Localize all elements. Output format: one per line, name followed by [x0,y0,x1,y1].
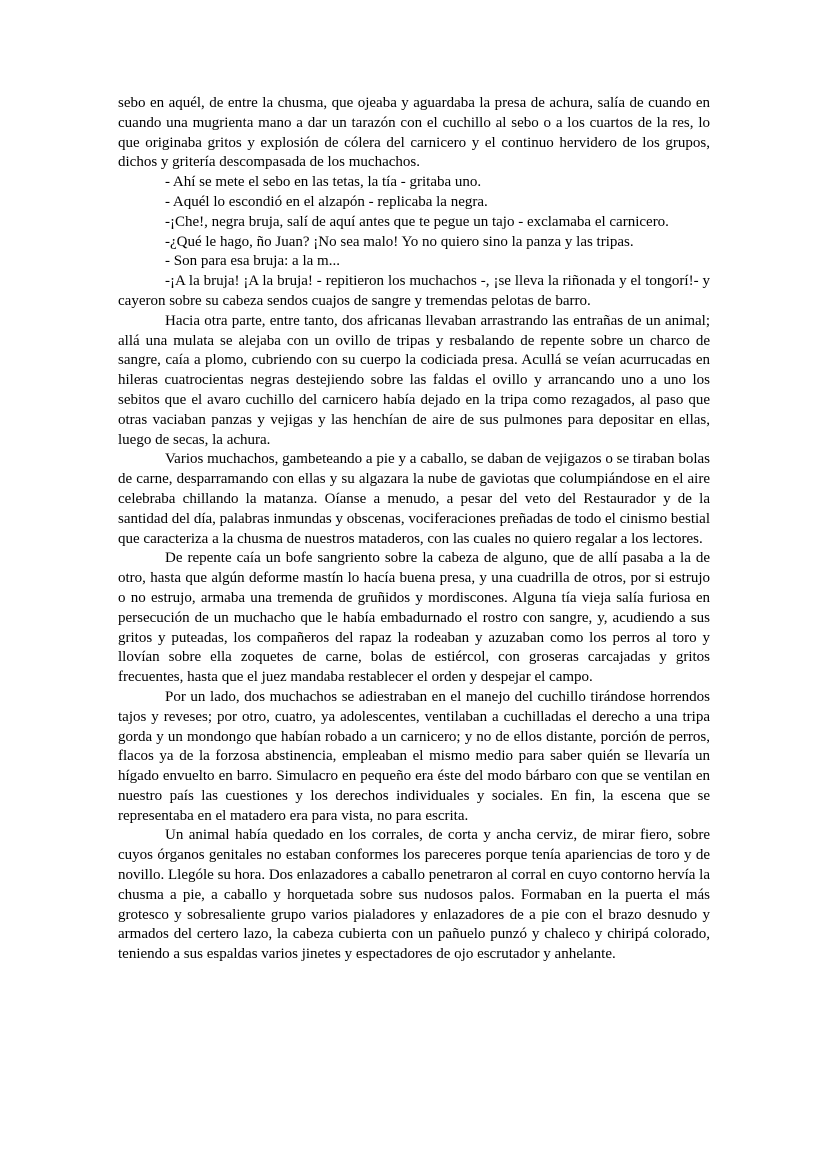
paragraph: Varios muchachos, gambeteando a pie y a caballo, se daban de vejigazos o se tiraban bolas de carne, desparramando con ellas y su algazara la nube de gaviotas que columpiándose en el aire celebraba chillando la matanza. Oíanse a menudo, a pesar del veto del Restaurador y de la santidad del día, palabras inmundas y obscenas, vociferaciones preñadas de todo el cinismo bestial que caracteriza a la chusma de nuestros mataderos, con las cuales no quiero regalar a los lectores. [118,451,710,547]
paragraph: De repente caía un bofe sangriento sobre la cabeza de alguno, que de allí pasaba a la de otro, hasta que algún deforme mastín lo hacía buena presa, y una cuadrilla de otros, por si estrujo o no estrujo, armaba una tremenda de gruñidos y mordiscones. Alguna tía vieja salía furiosa en persecución de un muchacho que le había embadurnado el rostro con sangre, y, acudiendo a sus gritos y puteadas, los compañeros del rapaz la rodeaban y azuzaban como los perros al toro y llovían sobre ella zoquetes de carne, bolas de estiércol, con groseras carcajadas y gritos frecuentes, hasta que el juez mandaba restablecer el orden y despejar el campo. [118,550,710,686]
dialogue-line: -¡A la bruja! ¡A la bruja! - repitieron los muchachos -, ¡se lleva la riñonada y el tongorí!- y cayeron sobre su cabeza sendos cuajos de sangre y tremendas pelotas de barro. [118,273,710,309]
dialogue-line: -¿Qué le hago, ño Juan? ¡No sea malo! Yo no quiero sino la panza y las tripas. [165,233,634,250]
paragraph: Un animal había quedado en los corrales, de corta y ancha cerviz, de mirar fiero, sobre cuyos órganos genitales no estaban conformes los pareceres porque tenía apariencias de toro y de novillo. Llególe su hora. Dos enlazadores a caballo penetraron al corral en cuyo contorno hervía la chusma a pie, a caballo y horquetada sobre sus nudosos palos. Formaban en la puerta el más grotesco y sobresaliente grupo varios pialadores y enlazadores de a pie con el brazo desnudo y armados del certero lazo, la cabeza cubierta con un pañuelo punzó y chaleco y chiripá colorado, teniendo a sus espaldas varios jinetes y espectadores de ojo escrutador y anhelante. [118,827,710,963]
dialogue-line: - Aquél lo escondió en el alzapón - replicaba la negra. [165,193,488,210]
dialogue-line: - Ahí se mete el sebo en las tetas, la tía - gritaba uno. [165,174,482,191]
dialogue-line: -¡Che!, negra bruja, salí de aquí antes que te pegue un tajo - exclamaba el carnicero. [165,213,669,230]
dialogue-line: - Son para esa bruja: a la m... [165,253,340,270]
paragraph: Hacia otra parte, entre tanto, dos africanas llevaban arrastrando las entrañas de un animal; allá una mulata se alejaba con un ovillo de tripas y resbalando de repente sobre un charco de sangre, caía a plomo, cubriendo con su cuerpo la codiciada presa. Acullá se veían acurrucadas en hileras cuatrocientas negras destejiendo sobre las faldas el ovillo y arrancando uno a uno los sebitos que el avaro cuchillo del carnicero había dejado en la tripa como rezagados, al paso que otras vaciaban panzas y vejigas y las henchían de aire de sus pulmones para depositar en ellas, luego de secas, la achura. [118,312,710,448]
paragraph: Por un lado, dos muchachos se adiestraban en el manejo del cuchillo tirándose horrendos tajos y reveses; por otro, cuatro, ya adolescentes, ventilaban a cuchilladas el derecho a una tripa gorda y un mondongo que habían robado a un carnicero; y no de ellos distante, porción de perros, flacos ya de la forzosa abstinencia, empleaban el mismo medio para saber quién se llevaría un hígado envuelto en barro. Simulacro en pequeño era éste del modo bárbaro con que se ventilan en nuestro país las cuestiones y los derechos individuales y sociales. En fin, la escena que se representaba en el matadero era para vista, no para escrita. [118,688,710,824]
text-column [118,94,710,965]
paragraph-continuation: sebo en aquél, de entre la chusma, que ojeaba y aguardaba la presa de achura, salía de cuando en cuando una mugrienta mano a dar un tarazón con el cuchillo al sebo o a los cuartos de la res, lo que originaba gritos y explosión de cólera del carnicero y el continuo hervidero de los grupos, dichos y gritería descompasada de los muchachos. [118,95,710,171]
